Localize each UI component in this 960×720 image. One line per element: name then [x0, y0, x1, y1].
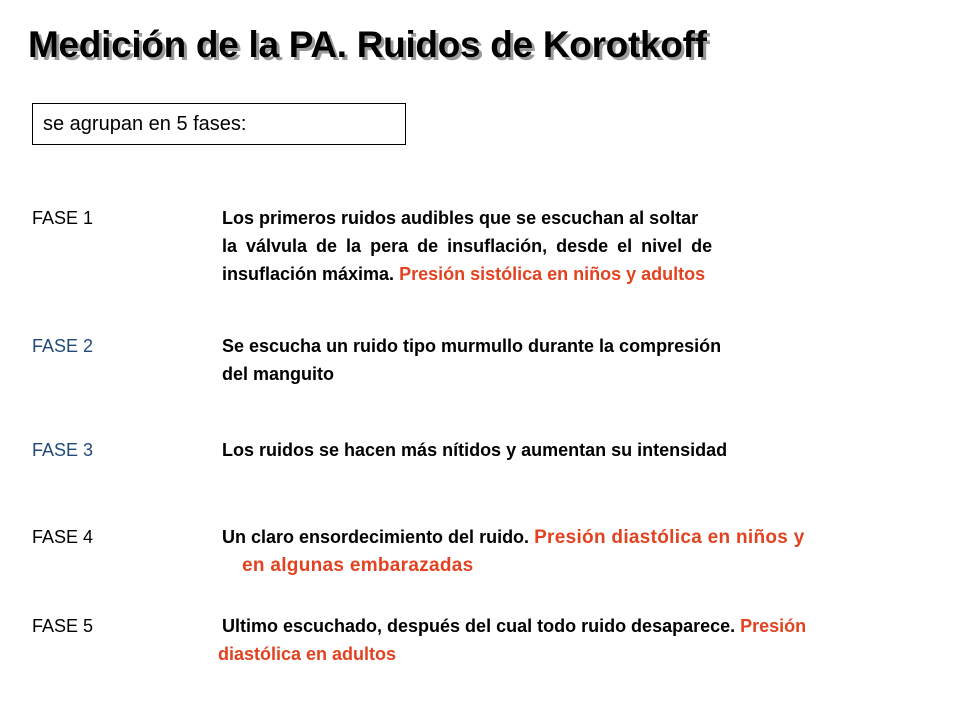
phase-4-description	[222, 523, 805, 580]
phase-1-description	[222, 204, 712, 288]
phase-5-description	[218, 612, 807, 668]
phase-3-label: FASE 3	[32, 440, 94, 460]
phase-4-label: FASE 4	[32, 527, 94, 547]
phase-2-line-1: Se escucha un ruido tipo murmullo durante la compresión	[222, 336, 722, 356]
phase-1-line-1: Los primeros ruidos audibles que se escuchan al soltar	[222, 208, 699, 228]
phase-5-line-1	[222, 612, 806, 640]
phase-1-line-3	[222, 260, 712, 288]
phase-4-line-1	[222, 523, 805, 552]
phase-5-highlight: Presión	[740, 616, 807, 636]
phase-4-highlight: Presión diastólica en niños y	[534, 527, 805, 548]
phase-5-highlight-continued: diastólica en adultos	[218, 644, 397, 664]
phase-1-label: FASE 1	[32, 208, 94, 228]
phase-5-line-1-text: Ultimo escuchado, después del cual todo ruido desaparece.	[222, 616, 741, 636]
phase-4-line-1-text: Un claro ensordecimiento del ruido.	[222, 527, 535, 547]
phase-1-highlight: Presión sistólica en niños y adultos	[399, 264, 706, 284]
phase-4-highlight-continued: en algunas embarazadas	[242, 555, 474, 576]
slide-title: Medición de la PA. Ruidos de Korotkoff	[28, 24, 707, 65]
phase-5-label: FASE 5	[32, 616, 94, 636]
phase-3-line-1: Los ruidos se hacen más nítidos y aumentan su intensidad	[222, 440, 728, 460]
phase-1-line-2: la válvula de la pera de insuflación, desde el nivel de	[222, 236, 713, 256]
phase-2-description	[222, 332, 721, 388]
phase-1-line-3-text: insuflación máxima.	[222, 264, 400, 284]
subtitle-box	[32, 103, 406, 145]
phase-2-label: FASE 2	[32, 336, 94, 356]
phase-3-description	[222, 436, 727, 464]
subtitle-text: se agrupan en 5 fases:	[43, 113, 247, 135]
phase-2-line-2: del manguito	[222, 364, 334, 384]
